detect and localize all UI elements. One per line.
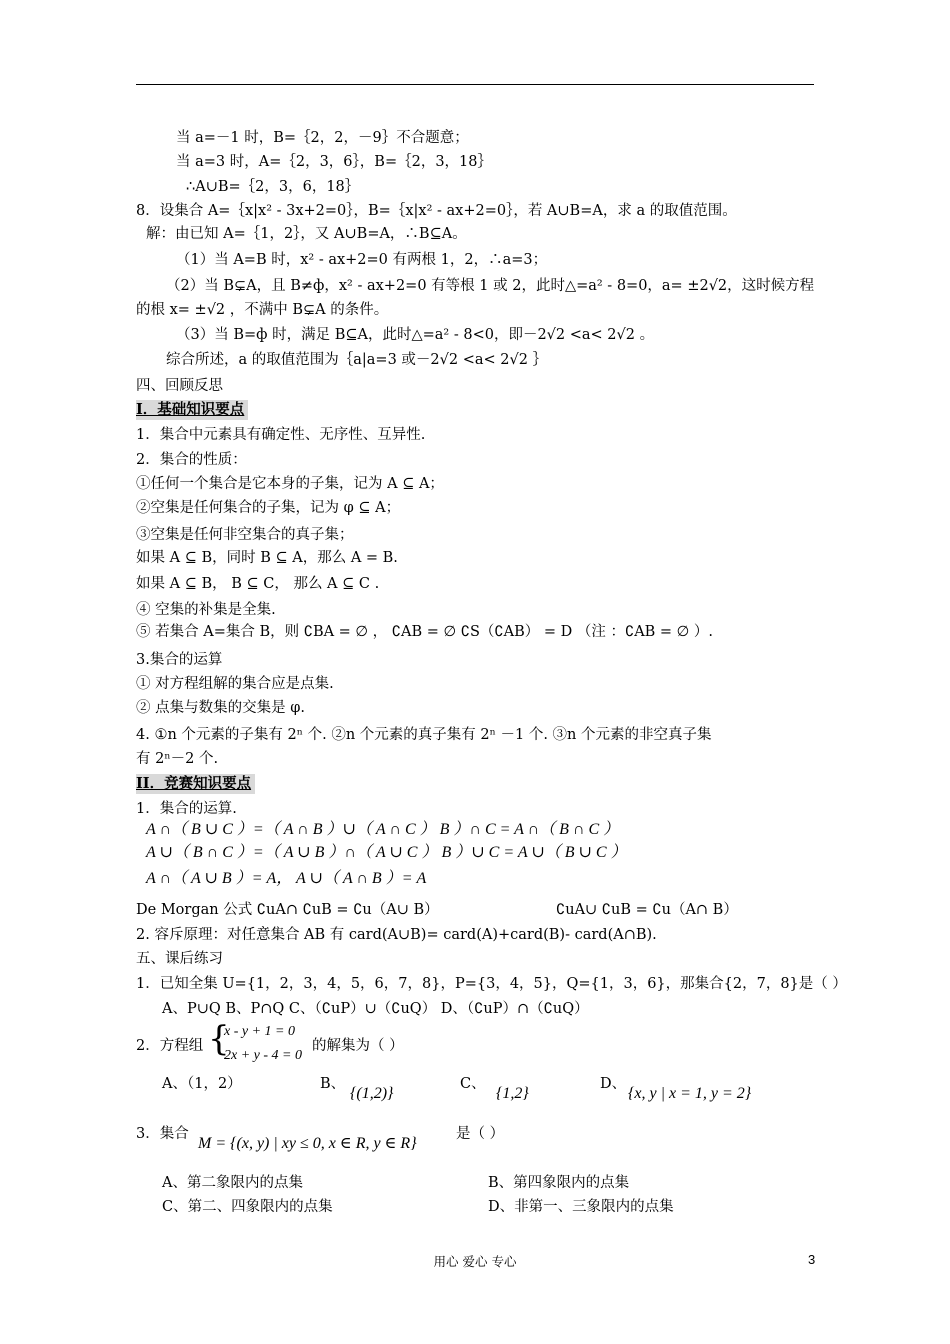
option-d: D、非第一、三象限内的点集 xyxy=(488,1199,674,1215)
exercise-1: 1．已知全集 U={1，2，3，4，5，6，7，8}，P={3，4，5}，Q={1，3，6}，那集合{2，7，8}是（ ） xyxy=(136,976,847,992)
text-line: 是（ ） xyxy=(456,1126,505,1142)
section-heading: 四、回顾反思 xyxy=(136,378,223,394)
exercise-2: 2．方程组 xyxy=(136,1038,204,1054)
option-b: B、第四象限内的点集 xyxy=(488,1175,630,1191)
text-line: ①任何一个集合是它本身的子集，记为 A ⊆ A； xyxy=(136,476,444,492)
text-line: 4. ①n 个元素的子集有 2ⁿ 个. ②n 个元素的真子集有 2ⁿ －1 个. ③n 个元素的非空真子集 xyxy=(136,727,712,743)
option-b-math: {(1,2)} xyxy=(350,1085,394,1102)
subsection-heading: I．基础知识要点 xyxy=(136,400,248,420)
brace-icon: { xyxy=(208,1019,230,1059)
subsection-heading: II．竞赛知识要点 xyxy=(136,774,255,794)
text-line: 2. 容斥原理：对任意集合 AB 有 card(A∪B)= card(A)+card(B)- card(A∩B). xyxy=(136,927,657,943)
text-line: ②空集是任何集合的子集，记为 φ ⊆ A； xyxy=(136,500,401,516)
text-line: 3.集合的运算 xyxy=(136,652,223,668)
section-heading: 五、课后练习 xyxy=(136,951,223,967)
page-number: 3 xyxy=(808,1252,816,1267)
formula-line: A ∪（ B ∩ C ）=（ A ∪ B ）∩（ A ∪ C ） B ）∪ C = A ∪（ B ∪ C ） xyxy=(146,844,627,861)
text-line: ③空集是任何非空集合的真子集； xyxy=(136,527,354,543)
formula-line: A ∩（ B ∪ C ）=（ A ∩ B ）∪（ A ∩ C ） B ）∩ C = A ∩（ B ∩ C ） xyxy=(146,821,620,838)
text-line: 的解集为（ ） xyxy=(312,1038,404,1054)
text-line: 2．集合的性质： xyxy=(136,452,247,468)
text-line: 当 a=3 时，A=｛2，3，6｝，B=｛2，3，18｝ xyxy=(176,154,492,170)
solution-intro: 解：由已知 A=｛1，2｝，又 A∪B=A，∴B⊆A。 xyxy=(146,226,467,242)
text-line: 的根 x= ±√2 ，不满中 B⊊A 的条件。 xyxy=(136,302,389,318)
problem-8: 8．设集合 A=｛x|x² - 3x+2=0｝，B=｛x|x² - ax+2=0｝，若 A∪B=A，求 a 的取值范围。 xyxy=(136,203,737,219)
option-b: B、 xyxy=(320,1076,346,1092)
option-a: A、（1，2） xyxy=(162,1076,242,1092)
text-line: （1）当 A=B 时，x² - ax+2=0 有两根 1，2，∴a=3； xyxy=(176,252,548,268)
option-d: D、 xyxy=(600,1076,627,1092)
option-c-math: {1,2} xyxy=(496,1085,529,1102)
text-line: 如果 A ⊆ B， B ⊆ C， 那么 A ⊆ C . xyxy=(136,576,380,592)
text-line: 1．集合的运算. xyxy=(136,801,237,817)
option-c: C、 xyxy=(460,1076,486,1092)
text-line: 当 a=－1 时，B=｛2，2，－9｝不合题意； xyxy=(176,130,469,146)
text-line: 综合所述，a 的取值范围为｛a|a=3 或－2√2 <a< 2√2 ｝ xyxy=(166,352,548,368)
option-d-math: {x, y | x = 1, y = 2} xyxy=(628,1085,752,1102)
text-line: 如果 A ⊆ B，同时 B ⊆ A，那么 A = B. xyxy=(136,550,398,566)
formula-line: A ∩（ A ∪ B ）= A， A ∪（ A ∩ B ）= A xyxy=(146,870,427,887)
equation: 2x + y - 4 = 0 xyxy=(224,1048,302,1063)
text-line: （2）当 B⊊A，且 B≠ф，x² - ax+2=0 有等根 1 或 2，此时△=a² - 8=0，a= ±2√2，这时候方程 xyxy=(166,278,815,294)
text-line: ⑤ 若集合 A=集合 B，则 ∁BA = ∅ ， ∁AB = ∅ ∁S（∁AB） = D （注 ：∁AB = ∅ ）. xyxy=(136,624,714,640)
text-line: ② 点集与数集的交集是 φ. xyxy=(136,700,305,716)
header-rule xyxy=(136,84,814,85)
exercise-3: 3．集合 xyxy=(136,1126,189,1142)
page-footer: 用心 爱心 专心 xyxy=(433,1254,517,1269)
demorgan-line: ∁uA∪ ∁uB = ∁u（A∩ B） xyxy=(556,902,738,918)
set-definition: M = {(x, y) | xy ≤ 0, x ∈ R, y ∈ R} xyxy=(198,1135,417,1152)
text-line: ④ 空集的补集是全集. xyxy=(136,602,276,618)
demorgan-line: De Morgan 公式 ∁uA∩ ∁uB = ∁u（A∪ B） xyxy=(136,902,439,918)
text-line: 有 2ⁿ－2 个. xyxy=(136,751,219,767)
option-c: C、第二、四象限内的点集 xyxy=(162,1199,333,1215)
equation: x - y + 1 = 0 xyxy=(224,1024,295,1039)
option-a: A、第二象限内的点集 xyxy=(162,1175,303,1191)
text-line: ① 对方程组解的集合应是点集. xyxy=(136,676,334,692)
exercise-options: A、P∪Q B、P∩Q C、（∁uP）∪（∁uQ） D、（∁uP）∩（∁uQ） xyxy=(162,1001,589,1017)
text-line: （3）当 B=ф 时，满足 B⊆A，此时△=a² - 8<0，即－2√2 <a< 2√2 。 xyxy=(176,327,655,343)
text-line: 1．集合中元素具有确定性、无序性、互异性. xyxy=(136,427,426,443)
text-line: ∴A∪B=｛2，3，6，18｝ xyxy=(186,179,360,195)
